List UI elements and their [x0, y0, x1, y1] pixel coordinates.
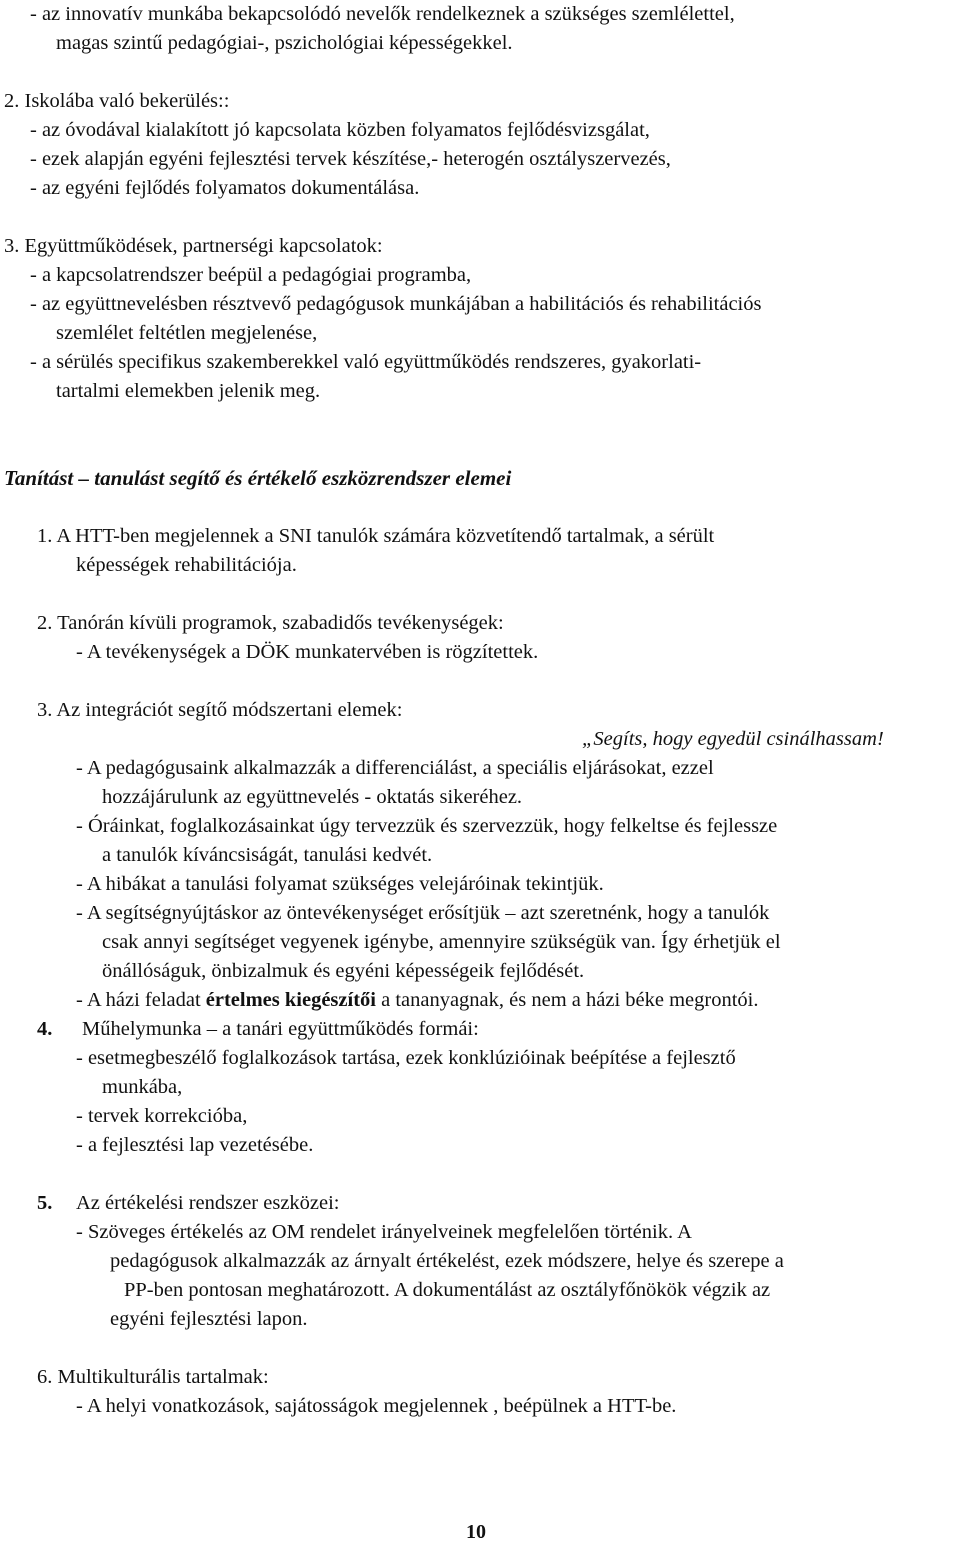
list-item: - ezek alapján egyéni fejlesztési tervek készítése,- heterogén osztályszervezés,: [30, 148, 671, 170]
text-line: munkába,: [102, 1076, 183, 1098]
section-heading: 3. Együttműködések, partnerségi kapcsolatok:: [4, 235, 383, 257]
list-item: - A tevékenységek a DÖK munkatervében is rögzítettek.: [76, 641, 539, 663]
list-item: - Óráinkat, foglalkozásainkat úgy tervezzük és szervezzük, hogy felkeltse és fejlessze: [76, 815, 778, 837]
text-line: tartalmi elemekben jelenik meg.: [56, 380, 321, 402]
text-line: PP-ben pontosan meghatározott. A dokumentálást az osztályfőnökök végzik az: [124, 1279, 771, 1301]
text-line: hozzájárulunk az együttnevelés - oktatás sikeréhez.: [102, 786, 523, 808]
list-item: - A pedagógusaink alkalmazzák a differenciálást, a speciális eljárásokat, ezzel: [76, 757, 714, 779]
text-line: egyéni fejlesztési lapon.: [110, 1308, 308, 1330]
numbered-item: 6. Multikulturális tartalmak:: [37, 1366, 269, 1388]
list-item: - A hibákat a tanulási folyamat szükséges velejáróinak tekintjük.: [76, 873, 604, 895]
page-heading: Tanítást – tanulást segítő és értékelő eszközrendszer elemei: [4, 466, 512, 490]
numbered-item: 1. A HTT-ben megjelennek a SNI tanulók számára közvetítendő tartalmak, a sérült: [37, 525, 715, 547]
motto-quote: „Segíts, hogy egyedül csinálhassam!: [582, 728, 884, 750]
text-line: a tanulók kíváncsiságát, tanulási kedvét.: [102, 844, 433, 866]
text-span: - A házi feladat: [76, 989, 206, 1011]
list-item: - tervek korrekcióba,: [76, 1105, 248, 1127]
item-number: 4.: [37, 1018, 53, 1040]
list-item: - a sérülés specifikus szakemberekkel való együttműködés rendszeres, gyakorlati-: [30, 351, 702, 373]
numbered-item: 3. Az integrációt segítő módszertani elemek:: [37, 699, 403, 721]
text-line: önállóságuk, önbizalmuk és egyéni képességeik fejlődését.: [102, 960, 585, 982]
list-item: - A helyi vonatkozások, sajátosságok megjelennek , beépülnek a HTT-be.: [76, 1395, 677, 1417]
text-line: képességek rehabilitációja.: [76, 554, 297, 576]
text-line: pedagógusok alkalmazzák az árnyalt értékelést, ezek módszere, helye és szerepe a: [110, 1250, 784, 1272]
list-item: - az egyéni fejlődés folyamatos dokumentálása.: [30, 177, 420, 199]
page-number: 10: [466, 1521, 486, 1543]
text-line: magas szintű pedagógiai-, pszichológiai képességekkel.: [56, 32, 513, 54]
text-line: - az innovatív munkába bekapcsolódó nevelők rendelkeznek a szükséges szemlélettel,: [30, 3, 735, 25]
text-span: a tananyagnak, és nem a házi béke megrontói.: [375, 989, 759, 1011]
text-line: csak annyi segítséget vegyenek igénybe, amennyire szükségük van. Így érhetjük el: [102, 931, 781, 953]
item-number: 5.: [37, 1192, 53, 1214]
list-item: - az óvodával kialakított jó kapcsolata közben folyamatos fejlődésvizsgálat,: [30, 119, 650, 141]
list-item: [76, 986, 758, 1015]
list-item: - A segítségnyújtáskor az öntevékenységet erősítjük – azt szeretnénk, hogy a tanulók: [76, 902, 770, 924]
section-heading: 2. Iskolába való bekerülés::: [4, 90, 230, 112]
list-item: - a kapcsolatrendszer beépül a pedagógiai programba,: [30, 264, 472, 286]
bold-text: értelmes kiegészítői: [205, 989, 376, 1011]
list-item: - az együttnevelésben résztvevő pedagógusok munkájában a habilitációs és rehabilitációs: [30, 293, 762, 315]
list-item: - Szöveges értékelés az OM rendelet irányelveinek megfelelően történik. A: [76, 1221, 692, 1243]
numbered-item: Az értékelési rendszer eszközei:: [76, 1192, 340, 1214]
numbered-item: 2. Tanórán kívüli programok, szabadidős tevékenységek:: [37, 612, 504, 634]
text-line: szemlélet feltétlen megjelenése,: [56, 322, 318, 344]
list-item: - a fejlesztési lap vezetésébe.: [76, 1134, 314, 1156]
list-item: - esetmegbeszélő foglalkozások tartása, ezek konklúzióinak beépítése a fejlesztő: [76, 1047, 736, 1069]
numbered-item: Műhelymunka – a tanári együttműködés formái:: [82, 1018, 479, 1040]
